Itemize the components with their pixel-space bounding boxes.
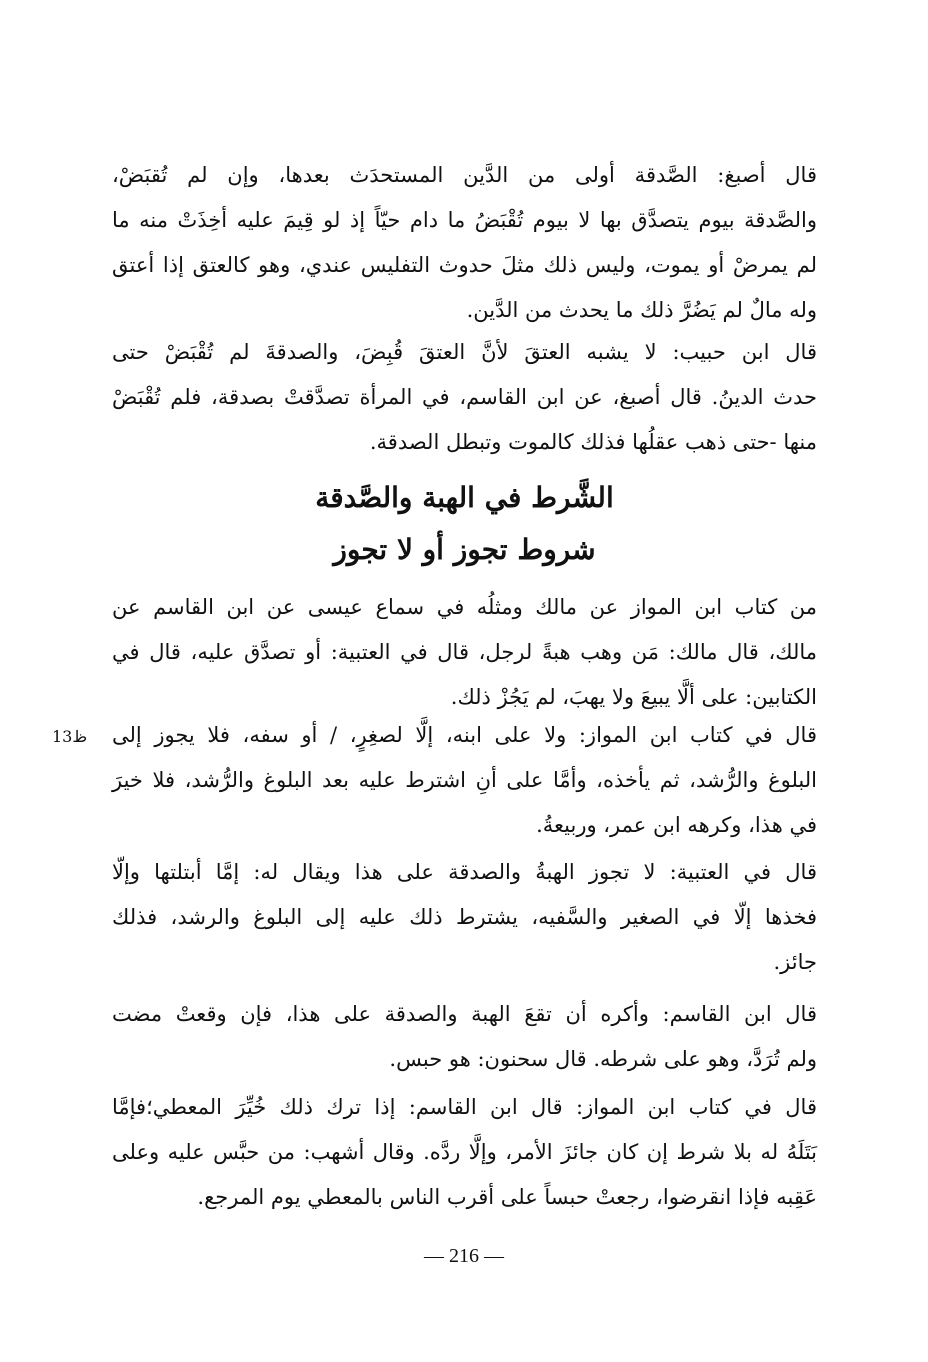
paragraph-line: قال ابن القاسم: وأكره أن تقعَ الهبة والصدقة على هذا، فإن وقعتْ مضت (112, 1002, 817, 1026)
paragraph-line: قال في كتاب ابن المواز: ولا على ابنه، إلَّا لصغِرٍ، / أو سفه، فلا يجوز إلى (112, 723, 817, 747)
paragraph-line: جائز. (773, 950, 817, 974)
paragraph-line: قال أصبغ: الصَّدقة أولى من الدَّين المستحدَث بعدها، وإن لم تُقبَضْ، (112, 163, 817, 187)
paragraph-line: البلوغ والرُّشد، ثم يأخذه، وأمَّا على أنِ اشترط عليه بعد البلوغ والرُّشد، فلا خيرَ (112, 768, 817, 792)
paragraph-line: وله مالٌ لم يَضُرَّ ذلك ما يحدث من الدَّين. (466, 298, 817, 322)
paragraph-line: الكتابين: على ألَّا يبيعَ ولا يهبَ، لم يَجُزْ ذلك. (450, 685, 817, 709)
paragraph-line: قال ابن حبيب: لا يشبه العتقَ لأنَّ العتقَ قُبِضَ، والصدقةَ لم تُقْبَضْ حتى (112, 340, 817, 364)
paragraph-line: حدث الدينُ. قال أصبغ، عن ابن القاسم، في المرأة تصدَّقتْ بصدقة، فلم تُقْبَضْ (112, 385, 817, 409)
paragraph-line: في هذا، وكرهه ابن عمر، وربيعةُ. (536, 813, 817, 837)
paragraph-3 (112, 585, 817, 720)
paragraph-line: والصَّدقة بيوم يتصدَّق بها لا بيوم تُقْبَضُ ما دام حيّاً إذ لو قِيمَ عليه أخِذَتْ منه ما (112, 208, 817, 232)
paragraph-4 (112, 713, 817, 848)
paragraph-line: عَقِبه فإذا انقرضوا، رجعتْ حبساً على أقرب الناس بالمعطي يوم المرجع. (197, 1185, 817, 1209)
paragraph-6 (112, 992, 817, 1082)
paragraph-5 (112, 850, 817, 985)
paragraph-line: بَتَلَهُ له بلا شرط إن كان جائزَ الأمر، وإلَّا ردَّه. وقال أشهب: من حبَّس عليه وعلى (112, 1140, 817, 1164)
margin-note: ظ13 (52, 727, 88, 746)
paragraph-line: من كتاب ابن المواز عن مالك ومثلُه في سماع عيسى عن ابن القاسم عن (112, 595, 817, 619)
paragraph-line: قال في العتبية: لا تجوز الهبةُ والصدقة على هذا ويقال له: إمَّا أبتلتها وإلّا (112, 860, 817, 884)
heading-line-1: الشَّرط في الهبة والصَّدقة (315, 481, 614, 514)
paragraph-line: مالك، قال مالك: مَن وهب هبةً لرجل، قال في العتبية: أو تصدَّق عليه، قال في (112, 640, 817, 664)
paragraph-line: قال في كتاب ابن المواز: قال ابن القاسم: إذا ترك ذلك خُيِّرَ المعطي؛فإمَّا (112, 1095, 817, 1119)
section-heading (112, 472, 817, 576)
paragraph-line: منها -حتى ذهب عقلُها فذلك كالموت وتبطل الصدقة. (369, 430, 817, 454)
paragraph-1 (112, 153, 817, 333)
page-number: — 216 — (424, 1245, 504, 1267)
heading-line-2: شروط تجوز أو لا تجوز (333, 533, 596, 566)
paragraph-7 (112, 1085, 817, 1220)
paragraph-2 (112, 330, 817, 465)
paragraph-line: فخذها إلّا في الصغير والسَّفيه، يشترط ذلك عليه إلى البلوغ والرشد، فذلك (112, 905, 817, 929)
paragraph-line: ولم تُرَدَّ، وهو على شرطه. قال سحنون: هو حبس. (389, 1047, 817, 1071)
paragraph-line: لم يمرضْ أو يموت، وليس ذلك مثلَ حدوث التفليس عندي، وهو كالعتق إذا أعتق (112, 253, 817, 277)
